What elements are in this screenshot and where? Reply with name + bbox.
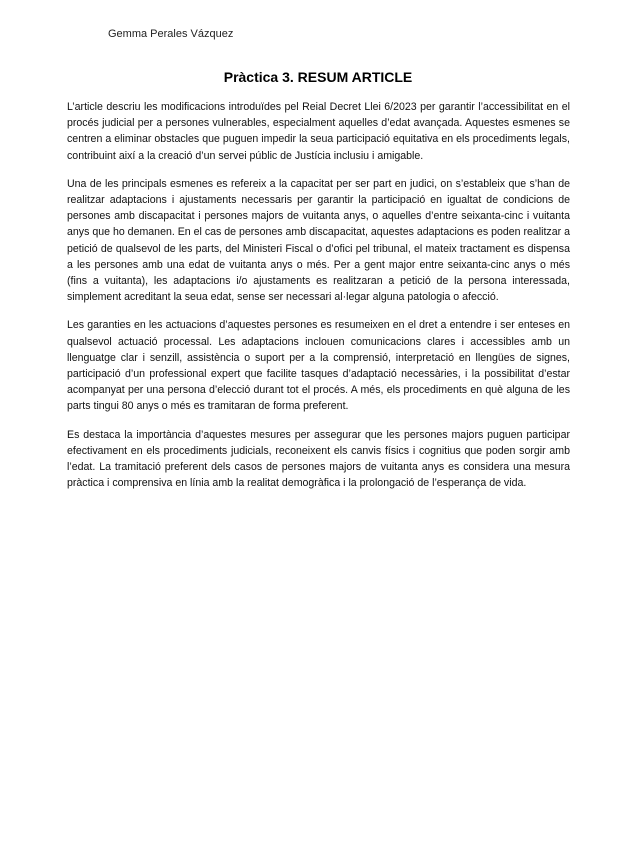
paragraph-1: L’article descriu les modificacions introduïdes pel Reial Decret Llei 6/2023 per garantir l’accessibilitat en el procés judicial per a persones vulnerables, especialment aquelles d’edat avançada. Aquestes esmenes se centren a eliminar obstacles que puguen impedir la seua participació equitativa en els procediments legals, contribuint així a la creació d’un servei públic de Justícia inclusiu i amigable. [67, 101, 570, 162]
author-name: Gemma Perales Vázquez [108, 28, 234, 40]
paragraph-3: Les garanties en les actuacions d’aquestes persones es resumeixen en el dret a entendre i ser enteses en qualsevol actuació processal. Les adaptacions inclouen comunicacions clares i accessibles amb un llenguatge clar i senzill, assistència o suport per a la comprensió, interpretació en llengües de signes, participació d’un professional expert que facilite tasques d’adaptació necessàries, i la possibilitat d’estar acompanyat per una persona d’elecció durant tot el procés. A més, els procediments en què alguna de les parts tingui 80 anys o més es tramitaran de forma preferent. [67, 319, 570, 413]
paragraph-4: Es destaca la importància d’aquestes mesures per assegurar que les persones majors puguen participar efectivament en els procediments judicials, reconeixent els canvis físics i cognitius que poden sorgir amb l’edat. La tramitació preferent dels casos de persones majors de vuitanta anys es considera una mesura pràctica i comprensiva en línia amb la realitat demogràfica i la prolongació de l’esperança de vida. [67, 428, 570, 490]
document-body [67, 99, 570, 503]
paragraph-2: Una de les principals esmenes es refereix a la capacitat per ser part en judici, on s’estableix que s’han de realitzar adaptacions i ajustaments necessaris per garantir la participació en igualtat de condicions de persones amb discapacitat i persones majors de vuitanta anys, o aquelles d’entre seixanta-cinc i vuitanta anys que ho demanen. En el cas de persones amb discapacitat, aquestes adaptacions es poden realitzar a petició de qualsevol de les parts, del Ministeri Fiscal o d’ofici pel tribunal, el mateix tractament es dispensa a les persones amb una edat de vuitanta anys o més. Per a gent major entre seixanta-cinc anys o més (fins a vuitanta), les adaptacions i/o ajustaments es realitzaran a petició de la persona interessada, simplement acreditant la seua edat, sense ser necessari al·legar alguna patologia o afecció. [67, 177, 570, 304]
document-title: Pràctica 3. RESUM ARTICLE [223, 69, 413, 85]
